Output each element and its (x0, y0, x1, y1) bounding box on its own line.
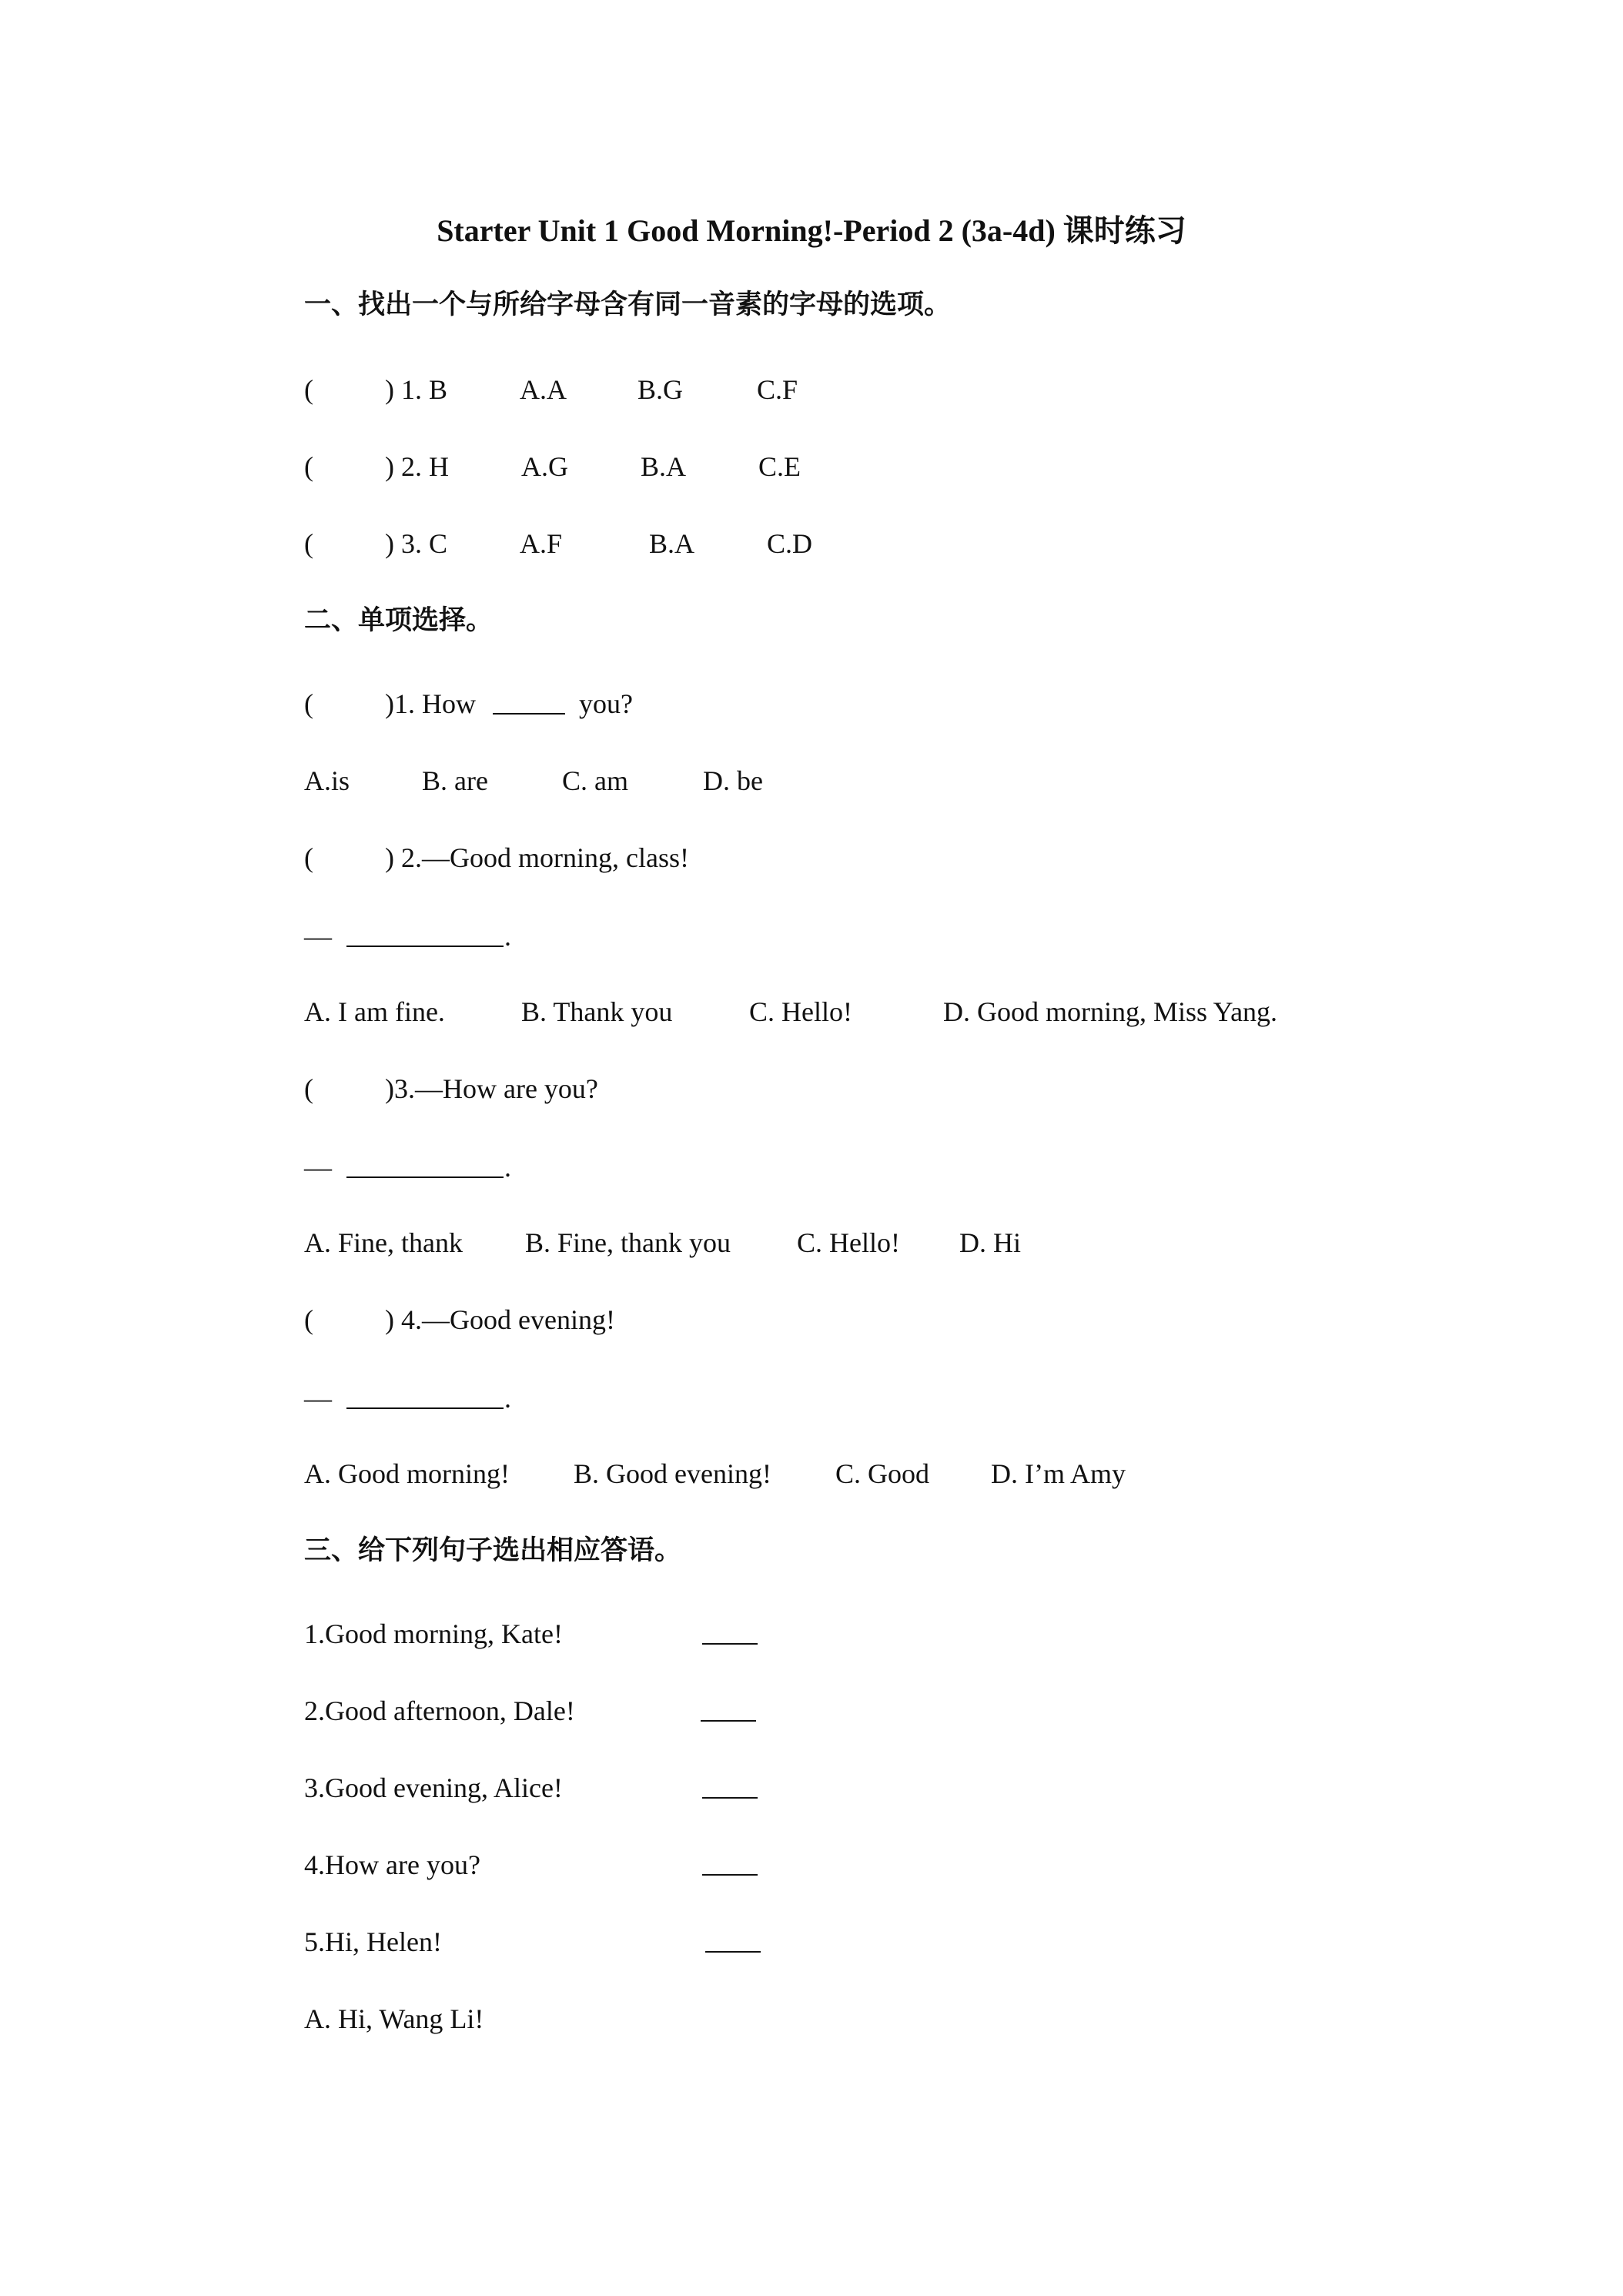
s3-item-2: 2.Good afternoon, Dale! (304, 1695, 575, 1726)
q2-dash: — (304, 921, 332, 952)
q2-option-a: A. I am fine. (304, 996, 445, 1027)
s3-item-4-blank[interactable] (702, 1851, 758, 1876)
s3-item-1-blank[interactable] (702, 1620, 758, 1645)
option-a: A.F (520, 528, 563, 559)
q4-option-d: D. I’m Amy (991, 1458, 1126, 1489)
answer-paren[interactable]: ( (304, 374, 313, 405)
question-number: ) 2. H (385, 451, 449, 482)
answer-paren[interactable]: ( (304, 528, 313, 559)
q1-option-b: B. are (422, 765, 488, 796)
option-a: A.A (520, 374, 567, 405)
answer-paren[interactable]: ( (304, 451, 313, 482)
answer-paren[interactable]: ( (304, 842, 313, 873)
q2-stem: ) 2.—Good morning, class! (385, 842, 689, 873)
q3-period: . (504, 1152, 511, 1183)
s3-item-3-blank[interactable] (702, 1774, 758, 1799)
q4-option-a: A. Good morning! (304, 1458, 510, 1489)
q2-option-b: B. Thank you (521, 996, 673, 1027)
option-c: C.E (758, 451, 801, 482)
s3-item-5: 5.Hi, Helen! (304, 1926, 442, 1957)
q1-stem: )1. How (385, 688, 476, 719)
s3-item-5-blank[interactable] (705, 1928, 761, 1953)
option-c: C.F (757, 374, 798, 405)
option-a: A.G (521, 451, 568, 482)
option-c: C.D (767, 528, 813, 559)
q4-dash: — (304, 1383, 332, 1414)
q2-option-c: C. Hello! (749, 996, 852, 1027)
q3-stem: )3.—How are you? (385, 1073, 598, 1104)
answer-paren[interactable]: ( (304, 1073, 313, 1104)
s3-item-4: 4.How are you? (304, 1849, 480, 1880)
s3-item-1: 1.Good morning, Kate! (304, 1618, 563, 1649)
q1-option-d: D. be (703, 765, 763, 796)
s3-item-3: 3.Good evening, Alice! (304, 1772, 563, 1803)
q3-option-c: C. Hello! (797, 1227, 900, 1258)
q2-period: . (504, 921, 511, 952)
section-3-heading: 三、给下列句子选出相应答语。 (304, 1535, 682, 1566)
q1-blank[interactable] (493, 690, 565, 715)
q1-option-a: A.is (304, 765, 350, 796)
q1-stem-tail: you? (579, 688, 633, 719)
q3-option-b: B. Fine, thank you (525, 1227, 731, 1258)
section-1-heading: 一、找出一个与所给字母含有同一音素的字母的选项。 (304, 290, 952, 320)
q3-dash: — (304, 1152, 332, 1183)
section-2-heading: 二、单项选择。 (304, 605, 494, 636)
worksheet-title: Starter Unit 1 Good Morning!-Period 2 (3a-4d) 课时练习 (437, 213, 1186, 248)
question-number: ) 3. C (385, 528, 447, 559)
q2-blank[interactable] (346, 922, 504, 947)
q3-option-d: D. Hi (959, 1227, 1021, 1258)
option-b: B.G (637, 374, 684, 405)
option-b: B.A (649, 528, 695, 559)
question-number: ) 1. B (385, 374, 447, 405)
q4-stem: ) 4.—Good evening! (385, 1304, 615, 1335)
answer-paren[interactable]: ( (304, 688, 313, 719)
q1-option-c: C. am (562, 765, 628, 796)
q3-option-a: A. Fine, thank (304, 1227, 463, 1258)
answer-paren[interactable]: ( (304, 1304, 313, 1335)
q4-option-c: C. Good (835, 1458, 930, 1489)
q4-blank[interactable] (346, 1384, 504, 1409)
s3-item-2-blank[interactable] (701, 1697, 756, 1722)
option-b: B.A (641, 451, 687, 482)
q4-period: . (504, 1383, 511, 1414)
q2-option-d: D. Good morning, Miss Yang. (943, 996, 1278, 1027)
s3-answer-a: A. Hi, Wang Li! (304, 2003, 484, 2034)
q4-option-b: B. Good evening! (574, 1458, 771, 1489)
q3-blank[interactable] (346, 1153, 504, 1178)
